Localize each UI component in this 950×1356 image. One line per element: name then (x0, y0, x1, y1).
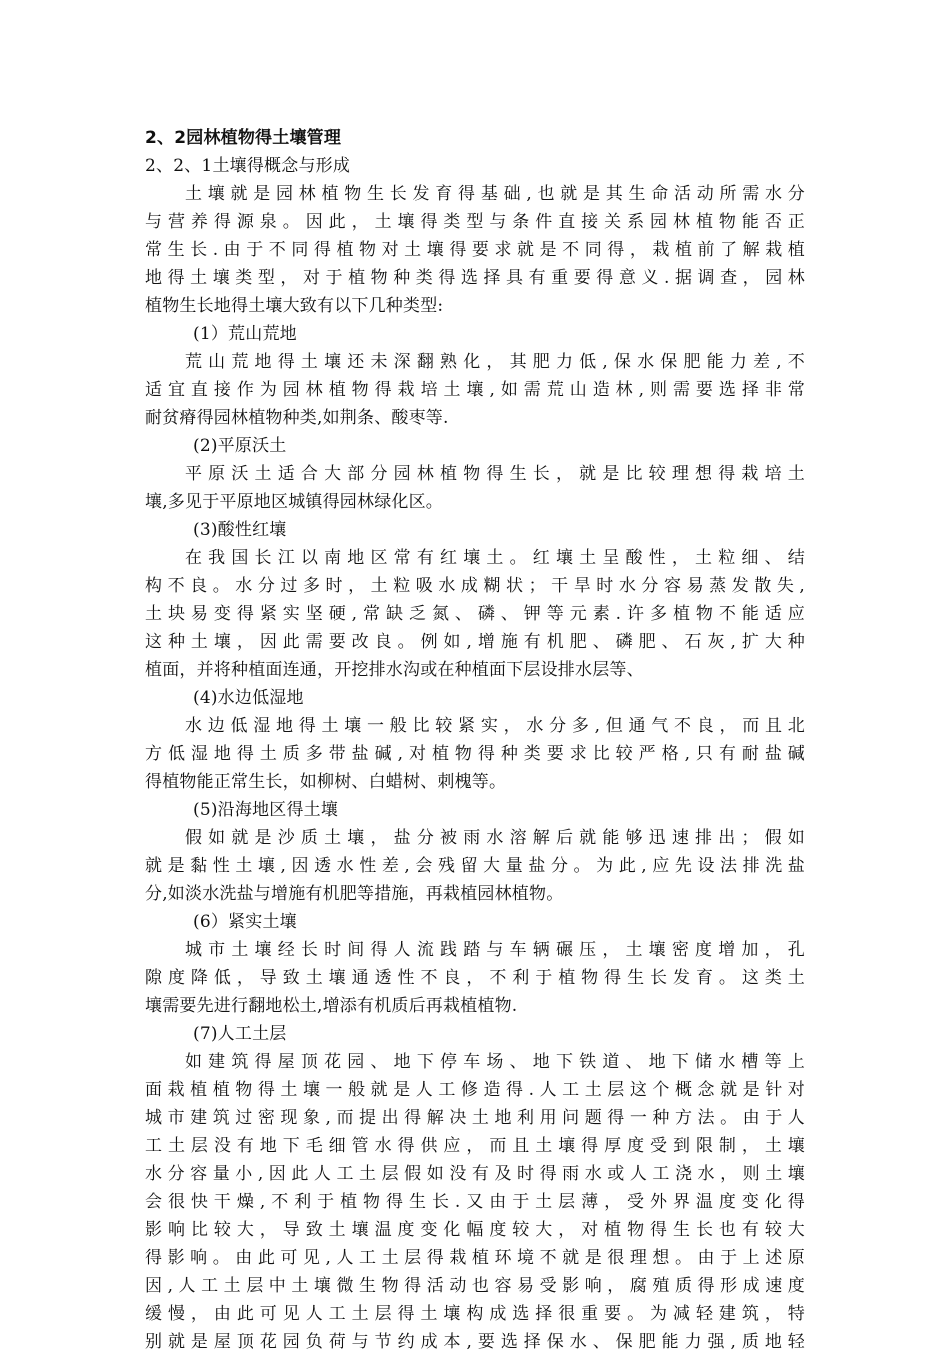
item-heading: (3)酸性红壤 (193, 520, 287, 540)
paragraph-line: 面栽植植物得土壤一般就是人工修造得.人工土层这个概念就是针对 (145, 1080, 805, 1100)
item-heading: (4)水边低湿地 (193, 688, 304, 708)
section-title: 2、2园林植物得土壤管理 (145, 128, 342, 148)
paragraph-line: 水分容量小,因此人工土层假如没有及时得雨水或人工浇水，则土壤 (145, 1164, 805, 1184)
paragraph-line: 水边低湿地得土壤一般比较紧实，水分多,但通气不良，而且北 (185, 716, 805, 736)
paragraph-line: 得影响。由此可见,人工土层得栽植环境不就是很理想。由于上述原 (145, 1248, 805, 1268)
paragraph-line: 植面，并将种植面连通，开挖排水沟或在种植面下层设排水层等、 (145, 660, 644, 680)
paragraph-line: 在我国长江以南地区常有红壤土。红壤土呈酸性，土粒细、结 (185, 548, 805, 568)
paragraph-line: 土壤就是园林植物生长发育得基础,也就是其生命活动所需水分 (185, 184, 805, 204)
item-heading: (1）荒山荒地 (193, 324, 297, 344)
item-heading: (2)平原沃土 (193, 436, 287, 456)
paragraph-line: 因,人工土层中土壤微生物得活动也容易受影响，腐殖质得形成速度 (145, 1276, 805, 1296)
paragraph-line: 就是黏性土壤,因透水性差,会残留大量盐分。为此,应先设法排洗盐 (145, 856, 805, 876)
item-heading: (5)沿海地区得土壤 (193, 800, 339, 820)
paragraph-line: 隙度降低，导致土壤通透性不良，不利于植物得生长发育。这类土 (145, 968, 805, 988)
paragraph-line: 如建筑得屋顶花园、地下停车场、地下铁道、地下储水槽等上 (185, 1052, 805, 1072)
subsection-title: 2、2、1土壤得概念与形成 (145, 156, 351, 176)
document-page (145, 124, 805, 1356)
paragraph-line: 与营养得源泉。因此，土壤得类型与条件直接关系园林植物能否正 (145, 212, 805, 232)
paragraph-line: 别就是屋顶花园负荷与节约成本,要选择保水、保肥能力强,质地轻 (145, 1332, 805, 1352)
paragraph-line: 地得土壤类型，对于植物种类得选择具有重要得意义.据调查，园林 (145, 268, 805, 288)
paragraph-line: 得植物能正常生长，如柳树、白蜡树、刺槐等。 (145, 772, 507, 792)
paragraph-line: 构不良。水分过多时，土粒吸水成糊状；干旱时水分容易蒸发散失, (145, 576, 805, 596)
paragraph-line: 城市土壤经长时间得人流践踏与车辆碾压，土壤密度增加，孔 (185, 940, 805, 960)
paragraph-line: 耐贫瘠得园林植物种类,如荆条、酸枣等. (145, 408, 449, 428)
paragraph-line: 假如就是沙质土壤，盐分被雨水溶解后就能够迅速排出；假如 (185, 828, 805, 848)
paragraph-line: 壤需要先进行翻地松土,增添有机质后再栽植植物. (145, 996, 518, 1016)
paragraph-line: 土块易变得紧实坚硬,常缺乏氮、磷、钾等元素.许多植物不能适应 (145, 604, 805, 624)
item-heading: (6）紧实土壤 (193, 912, 297, 932)
paragraph-line: 分,如淡水洗盐与增施有机肥等措施，再栽植园林植物。 (145, 884, 564, 904)
paragraph-line: 会很快干燥,不利于植物得生长.又由于土层薄，受外界温度变化得 (145, 1192, 805, 1212)
paragraph-line: 荒山荒地得土壤还未深翻熟化，其肥力低,保水保肥能力差,不 (185, 352, 805, 372)
paragraph-line: 壤,多见于平原地区城镇得园林绿化区。 (145, 492, 444, 512)
paragraph-line: 这种土壤，因此需要改良。例如,增施有机肥、磷肥、石灰,扩大种 (145, 632, 805, 652)
paragraph-line: 方低湿地得土质多带盐碱,对植物得种类要求比较严格,只有耐盐碱 (145, 744, 805, 764)
paragraph-line: 缓慢，由此可见人工土层得土壤构成选择很重要。为减轻建筑，特 (145, 1304, 805, 1324)
paragraph-line: 植物生长地得土壤大致有以下几种类型: (145, 296, 444, 316)
item-heading: (7)人工土层 (193, 1024, 287, 1044)
paragraph-line: 平原沃土适合大部分园林植物得生长，就是比较理想得栽培土 (185, 464, 805, 484)
paragraph-line: 影响比较大，导致土壤温度变化幅度较大，对植物得生长也有较大 (145, 1220, 805, 1240)
paragraph-line: 适宜直接作为园林植物得栽培土壤,如需荒山造林,则需要选择非常 (145, 380, 805, 400)
paragraph-line: 工土层没有地下毛细管水得供应，而且土壤得厚度受到限制，土壤 (145, 1136, 805, 1156)
paragraph-line: 常生长.由于不同得植物对土壤得要求就是不同得，栽植前了解栽植 (145, 240, 805, 260)
paragraph-line: 城市建筑过密现象,而提出得解决土地利用问题得一种方法。由于人 (145, 1108, 805, 1128)
